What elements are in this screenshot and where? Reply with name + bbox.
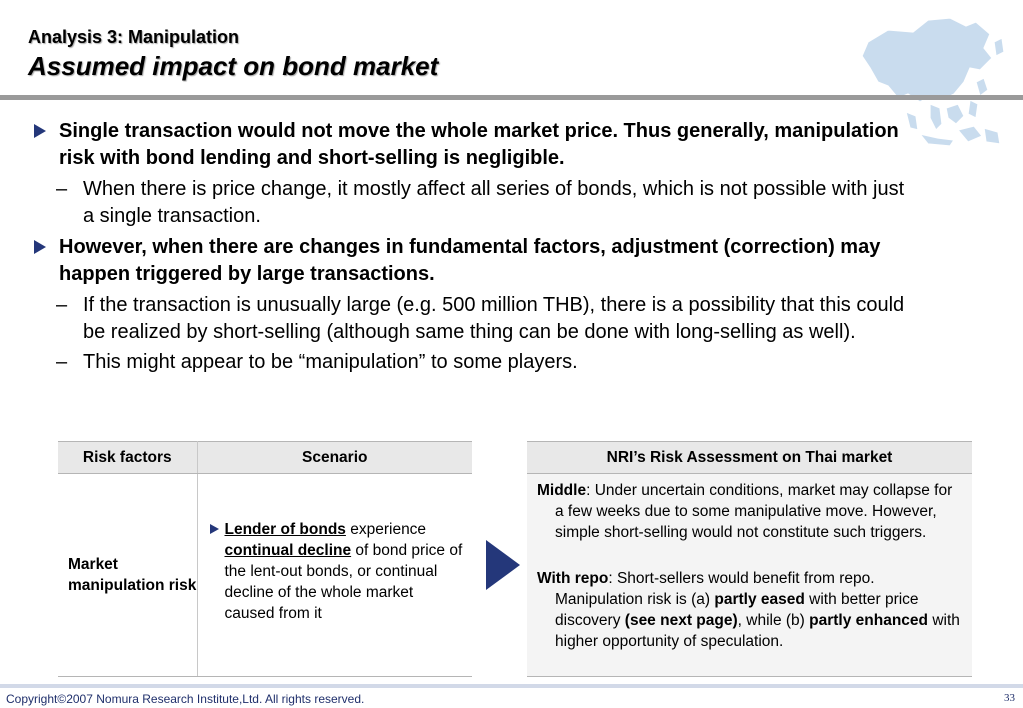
- bullet-list: [34, 118, 914, 376]
- repo-text: with higher opportunity of speculation.: [555, 612, 960, 650]
- repo-text: with better price discovery: [555, 591, 919, 629]
- page-number: 33: [1004, 692, 1015, 704]
- triangle-bullet-icon: [210, 524, 219, 534]
- triangle-bullet-icon: [34, 124, 46, 138]
- sub-bullet-text: When there is price change, it mostly affect all series of bonds, which is not possible with just a single transaction.: [83, 178, 905, 227]
- col-header-risk-factors: Risk factors: [58, 442, 197, 474]
- sub-bullet-item: [34, 349, 914, 376]
- header-divider: [0, 95, 1023, 100]
- lender-of-bonds-text: Lender of bonds: [224, 520, 346, 538]
- risk-table: [58, 441, 472, 677]
- partly-enhanced-text: partly enhanced: [809, 612, 929, 629]
- sub-bullet-item: [34, 176, 914, 230]
- sub-bullet-item: [34, 292, 914, 346]
- dash-marker: –: [56, 351, 68, 373]
- assessment-table: [527, 441, 972, 677]
- assessment-cell: [527, 474, 972, 677]
- repo-text: , while (b): [737, 612, 810, 629]
- col-header-scenario: Scenario: [197, 442, 472, 474]
- copyright-text: Copyright©2007 Nomura Research Institute,Ltd. All rights reserved.: [6, 692, 365, 706]
- scenario-text: of bond price of the lent-out bonds, or continual decline of the whole market caused from it: [224, 541, 463, 622]
- risk-factor-cell: Market manipulation risk: [58, 474, 197, 677]
- right-arrow-icon: [486, 540, 520, 590]
- assessment-header: NRI’s Risk Assessment on Thai market: [527, 442, 972, 474]
- see-next-page-text: (see next page): [624, 612, 738, 629]
- assessment-repo: [537, 568, 962, 652]
- repo-label: With repo: [537, 570, 609, 587]
- page-title: Assumed impact on bond market: [28, 51, 439, 81]
- partly-eased-text: partly eased: [714, 591, 805, 608]
- section-subtitle: Analysis 3: Manipulation: [28, 27, 240, 47]
- scenario-text: experience: [345, 520, 427, 538]
- repo-text: : Short-sellers would benefit from repo. Manipulation risk is (a): [555, 570, 875, 608]
- dash-marker: –: [56, 294, 68, 316]
- sub-bullet-text: If the transaction is unusually large (e.g. 500 million THB), there is a possibility that this could be realized by short-selling (although same thing can be done with long-selling as well).: [83, 294, 905, 343]
- triangle-bullet-icon: [34, 240, 46, 254]
- bullet-text: Single transaction would not move the whole market price. Thus generally, manipulation risk with bond lending and short-selling is negligible.: [59, 120, 899, 169]
- sub-bullet-text: This might appear to be “manipulation” to some players.: [83, 351, 578, 373]
- dash-marker: –: [56, 178, 68, 200]
- scenario-cell: [197, 474, 472, 677]
- middle-label: Middle: [537, 482, 587, 499]
- footer-divider: [0, 684, 1023, 688]
- continual-decline-text: continual decline: [224, 541, 352, 559]
- bullet-item: [34, 234, 914, 288]
- bullet-item: [34, 118, 914, 172]
- middle-text: : Under uncertain conditions, market may collapse for a few weeks due to some manipulative move. However, simple short-selling would not constitute such triggers.: [555, 482, 953, 541]
- bullet-text: However, when there are changes in fundamental factors, adjustment (correction) may happen triggered by large transactions.: [59, 236, 881, 285]
- assessment-middle: [537, 480, 962, 543]
